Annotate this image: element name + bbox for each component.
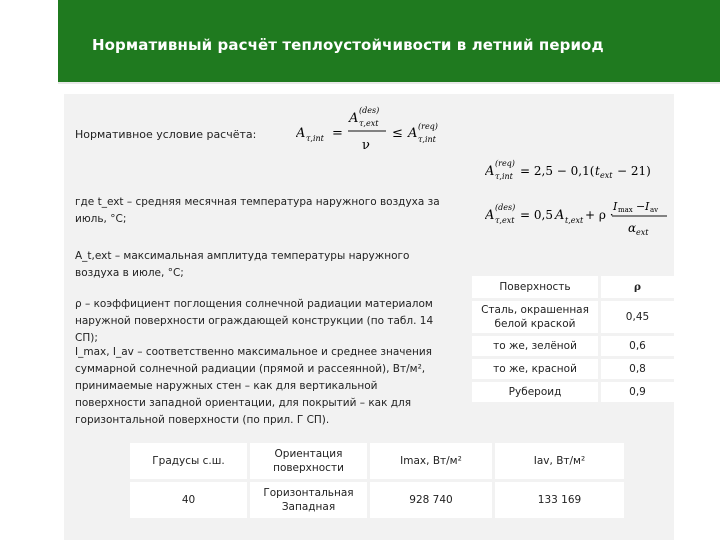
svg-text:ext: ext [636,228,649,237]
paragraph-amplitude: A_t,ext – максимальная амплитуда температуры наружного воздуха в июле, °С; [75,250,410,279]
paragraph-text-ext: где t_ext – средняя месячная температура наружного воздуха за июль, °С; [75,196,440,225]
iav-cell: 133 169 [495,482,624,518]
slide-title: Нормативный расчёт теплоустойчивости в летний период [92,36,604,54]
main-formula [296,104,466,160]
rho-cell: 0,9 [601,382,674,402]
svg-text:(des): (des) [359,106,380,115]
condition-label: Нормативное условие расчёта: [75,128,257,141]
req-formula-svg [485,155,665,185]
solar-table [127,440,627,521]
table-row [130,482,624,518]
svg-text:A: A [408,126,418,141]
surface-cell: Сталь, окрашенная белой краской [472,301,598,333]
svg-text:A: A [485,164,495,179]
orientation-cell: Горизонтальная Западная [250,482,367,518]
paragraph-radiation: I_max, I_av – соответственно максимальное и среднее значения суммарной солнечной радиации (прямой и рассеянной), Вт/м², принимаемые наружных стен – как для вертикальной поверхности западной ориентации, для покрытий – как для горизонтальной поверхности (по прил. Г СП). [75,346,432,426]
table-row [472,382,674,402]
svg-text:≤: ≤ [392,126,403,141]
table-row [472,301,674,333]
svg-text:α: α [628,221,637,235]
svg-text:ext: ext [600,171,613,180]
table-row [472,359,674,379]
req-formula [485,155,665,185]
svg-text:(des): (des) [495,203,516,212]
rho-cell: 0,6 [601,336,674,356]
svg-text:max: max [618,206,633,214]
surface-cell: то же, красной [472,359,598,379]
svg-text:I: I [645,200,650,213]
imax-cell: 928 740 [370,482,492,518]
header-iav: Iav, Вт/м² [495,443,624,479]
svg-text:A: A [349,111,359,126]
header-surface: Поверхность [472,276,598,298]
svg-text:av: av [650,206,659,214]
svg-text:−: − [636,200,646,213]
left-strip [0,0,60,540]
des-formula [485,192,675,242]
main-formula-svg [296,104,466,160]
svg-text:+ ρ ·: + ρ · [585,208,614,222]
svg-text:= 2,5 − 0,1(: = 2,5 − 0,1( [520,164,595,178]
header-degrees: Градусы с.ш. [130,443,247,479]
rho-cell: 0,45 [601,301,674,333]
svg-text:=: = [332,126,343,141]
svg-text:τ,int: τ,int [306,134,324,143]
svg-text:I: I [613,200,618,213]
table-row [472,336,674,356]
svg-text:τ,ext: τ,ext [495,216,515,225]
svg-text:(req): (req) [418,122,438,131]
svg-text:= 0,5: = 0,5 [520,208,553,222]
svg-text:τ,int: τ,int [495,172,513,181]
svg-text:A: A [296,126,306,141]
svg-text:t: t [595,164,600,178]
svg-text:τ,ext: τ,ext [359,119,379,128]
surface-table-header [472,276,674,298]
surface-table [469,273,677,405]
svg-text:A: A [485,208,495,223]
header-imax: Imax, Вт/м² [370,443,492,479]
solar-table-header [130,443,624,479]
header-orientation: Ориентация поверхности [250,443,367,479]
svg-text:ν: ν [362,138,370,153]
paragraph-rho: ρ – коэффициент поглощения солнечной радиации материалом наружной поверхности ограждающей конструкции (по табл. 14 СП); [75,298,434,344]
rho-cell: 0,8 [601,359,674,379]
degrees-cell: 40 [130,482,247,518]
surface-cell: то же, зелёной [472,336,598,356]
svg-text:− 21): − 21) [617,164,651,178]
surface-cell: Рубероид [472,382,598,402]
header-rho: ρ [601,276,674,298]
svg-text:t,ext: t,ext [565,216,584,225]
des-formula-svg [485,192,675,242]
svg-text:(req): (req) [495,159,515,168]
divider-line [58,82,720,84]
svg-text:τ,int: τ,int [418,135,436,144]
svg-text:A: A [555,208,565,223]
